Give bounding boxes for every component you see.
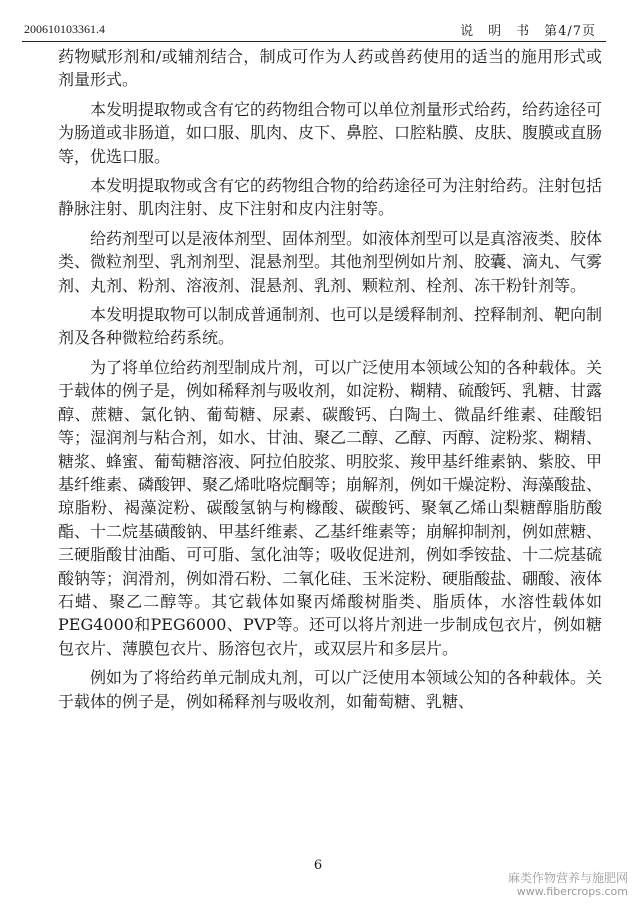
paragraph-continuation: 药物赋形剂和/或辅剂结合，制成可作为人药或兽药使用的适当的施用形式或剂量形式。 [58,47,602,90]
paragraph-injection-route: 本发明提取物或含有它的药物组合物的给药途径可为注射给药。注射包括静脉注射、肌肉注射、皮下注射和皮内注射等。 [58,176,603,219]
site-watermark [508,871,628,899]
page-number: 6 [313,858,323,873]
header-divider [22,41,606,42]
watermark-site-name: 麻类作物营养与施肥网 [507,871,628,885]
patent-application-number: 200610103361.4 [24,22,105,36]
header-doc-type-and-page: 说 明 书 第4/7页 [460,24,596,39]
watermark-url: www.fibercrops.com [516,885,628,898]
paragraph-dosage-forms: 给药剂型可以是液体剂型、固体剂型。如液体剂型可以是真溶液类、胶体类、微粒剂型、乳剂剂型、混悬剂型。其他剂型例如片剂、胶囊、滴丸、气雾剂、丸剂、粉剂、溶液剂、混悬剂、乳剂、颗粒剂、栓剂、冻干粉针剂等。 [58,228,603,295]
paragraph-tablet-carriers: 为了将单位给药剂型制成片剂，可以广泛使用本领域公知的各种载体。关于载体的例子是，例如稀释剂与吸收剂，如淀粉、糊精、硫酸钙、乳糖、甘露醇、蔗糖、氯化钠、葡萄糖、尿素、碳酸钙、白陶土、微晶纤维素、硅酸铝等；湿润剂与粘合剂，如水、甘油、聚乙二醇、乙醇、丙醇、淀粉浆、糊精、糖浆、蜂蜜、葡萄糖溶液、阿拉伯胶浆、明胶浆、羧甲基纤维素钠、紫胶、甲基纤维素、磷酸钾、聚乙烯吡咯烷酮等；崩解剂，例如干燥淀粉、海藻酸盐、琼脂粉、褐藻淀粉、碳酸氢钠与枸橼酸、碳酸钙、聚氧乙烯山梨糖醇脂肪酸酯、十二烷基磺酸钠、甲基纤维素、乙基纤维素等；崩解抑制剂，例如蔗糖、三硬脂酸甘油酯、可可脂、氢化油等；吸收促进剂，例如季铵盐、十二烷基硫酸钠等；润滑剂，例如滑石粉、二氧化硅、玉米淀粉、硬脂酸盐、硼酸、液体石蜡、聚乙二醇等。其它载体如聚丙烯酸树脂类、脂质体，水溶性载体如PEG4000和PEG6000、PVP等。还可以将片剂进一步制成包衣片，例如糖包衣片、薄膜包衣片、肠溶包衣片，或双层片和多层片。 [58,357,603,658]
paragraph-preparations: 本发明提取物可以制成普通制剂、也可以是缓释制剂、控释制剂、靶向制剂及各种微粒给药系统。 [58,305,603,348]
paragraph-pill-carriers: 例如为了将给药单元制成丸剂，可以广泛使用本领域公知的各种载体。关于载体的例子是，例如稀释剂与吸收剂，如葡萄糖、乳糖、 [58,668,603,711]
paragraph-administration-route: 本发明提取物或含有它的药物组合物可以单位剂量形式给药，给药途径可为肠道或非肠道，如口服、肌肉、皮下、鼻腔、口腔粘膜、皮肤、腹膜或直肠等，优选口服。 [58,99,603,166]
document-body [58,45,602,713]
